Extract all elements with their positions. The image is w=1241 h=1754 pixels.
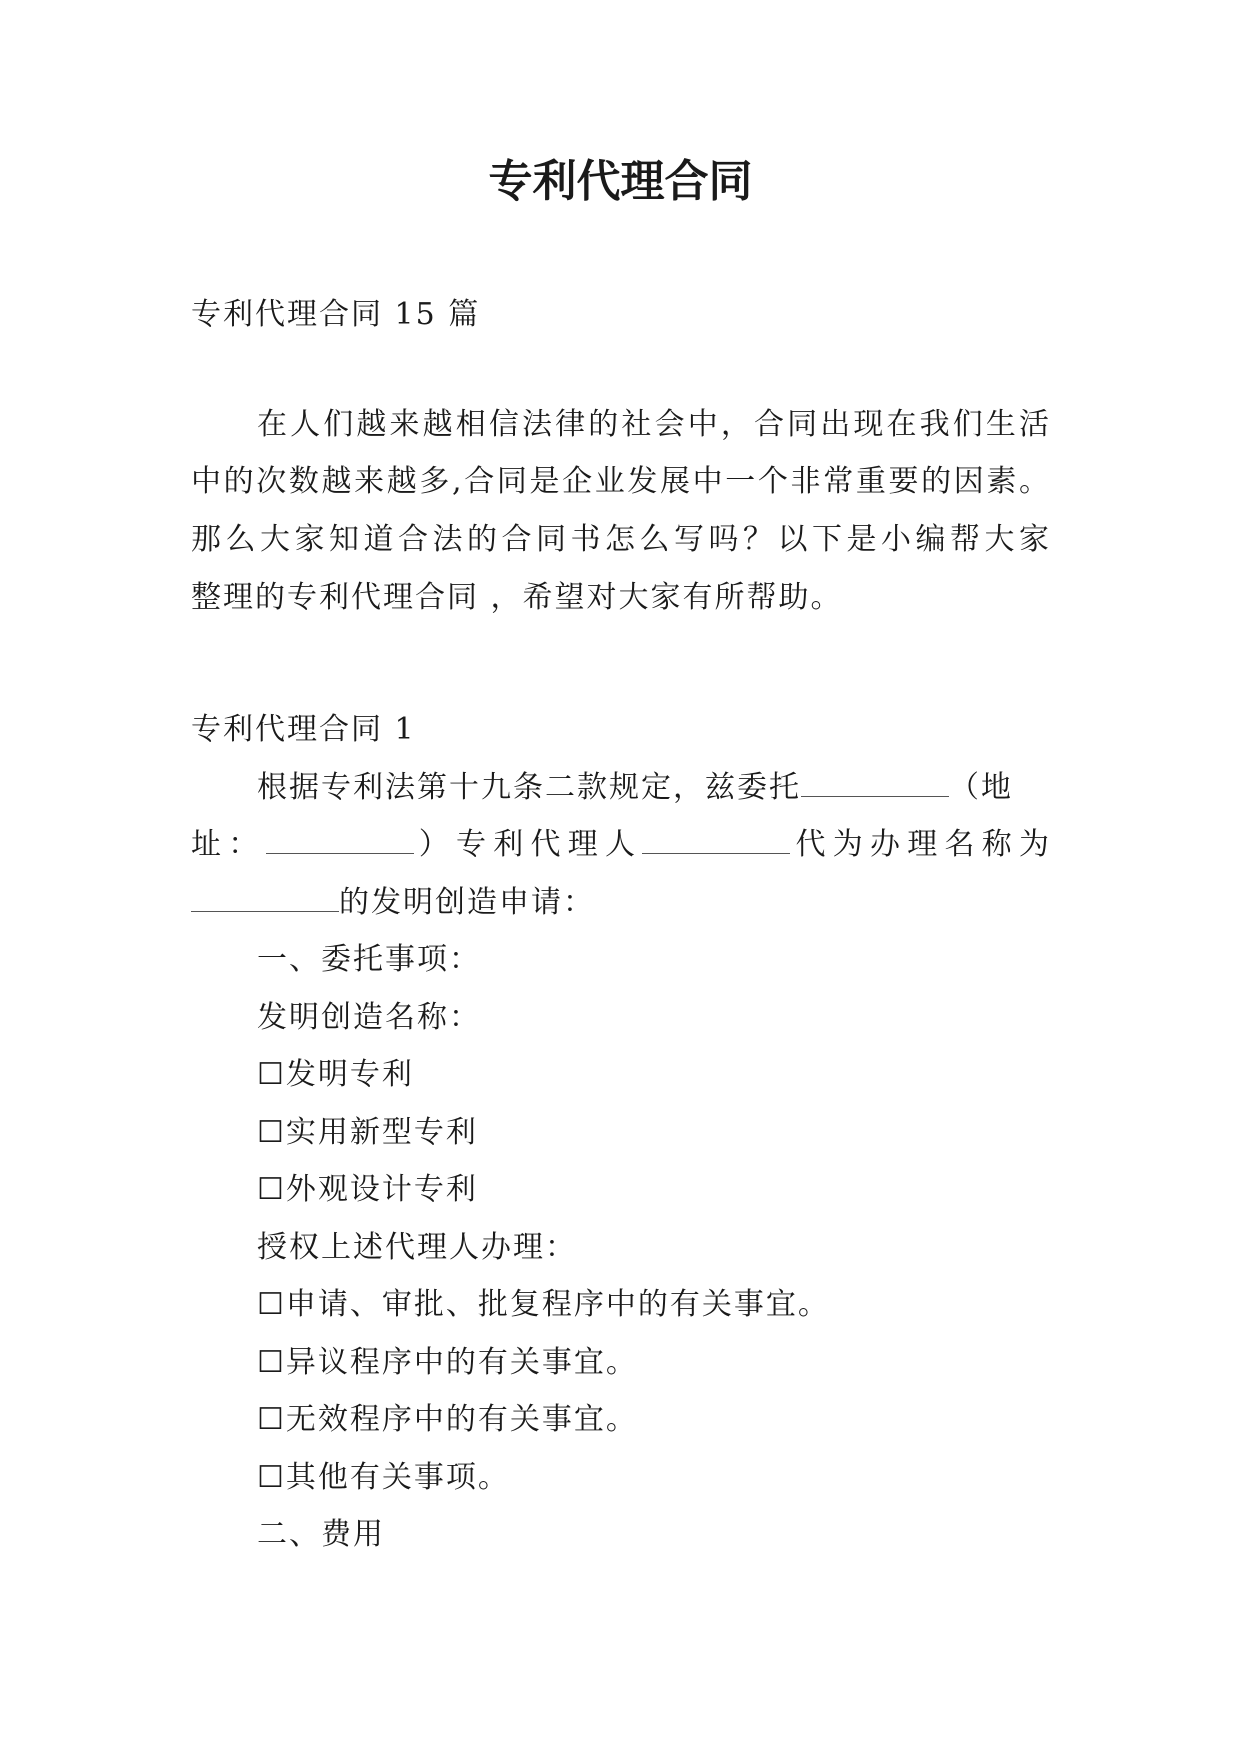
document-subtitle: 专利代理合同 15 篇 [191,297,481,332]
clause-line-2 [191,825,1051,865]
clause-text: ）专利代理人 [413,827,643,862]
clause-text: 的发明创造申请： [339,885,595,920]
intro-line-4: 整理的专利代理合同 ，希望对大家有所帮助。 [191,580,843,615]
document-title: 专利代理合同 [488,156,753,207]
item-fees: 二、费用 [257,1517,385,1552]
intro-line-3: 那么大家知道合法的合同书怎么写吗？以下是小编帮大家 [191,522,1051,557]
intro-line-1: 在人们越来越相信法律的社会中，合同出现在我们生活 [257,407,1051,442]
checkbox-invention-patent: ☐发明专利 [257,1057,414,1092]
checkbox-other: ☐其他有关事项。 [257,1460,510,1495]
item-authorization: 授权上述代理人办理： [257,1230,577,1265]
checkbox-application: ☐申请、审批、批复程序中的有关事宜。 [257,1287,830,1322]
section-heading: 专利代理合同 1 [191,712,416,747]
clause-text: （地 [949,770,1013,805]
checkbox-opposition: ☐异议程序中的有关事宜。 [257,1345,638,1380]
blank-field-invention-name [191,887,339,912]
clause-text: 根据专利法第十九条二款规定，兹委托 [257,770,801,805]
clause-line-3 [191,883,595,923]
blank-field-entrusted [801,772,949,797]
checkbox-utility-model: ☐实用新型专利 [257,1115,478,1150]
blank-field-agent [642,829,790,854]
clause-text: 址： [191,827,266,862]
checkbox-design-patent: ☐外观设计专利 [257,1172,478,1207]
clause-line-1 [257,768,1013,808]
blank-field-address [266,829,414,854]
checkbox-invalidation: ☐无效程序中的有关事宜。 [257,1402,638,1437]
item-entrusted-matters: 一、委托事项： [257,942,481,977]
clause-text: 代为办理名称为 [790,827,1051,862]
intro-line-2: 中的次数越来越多,合同是企业发展中一个非常重要的因素。 [191,464,1051,499]
item-invention-name: 发明创造名称： [257,1000,481,1035]
